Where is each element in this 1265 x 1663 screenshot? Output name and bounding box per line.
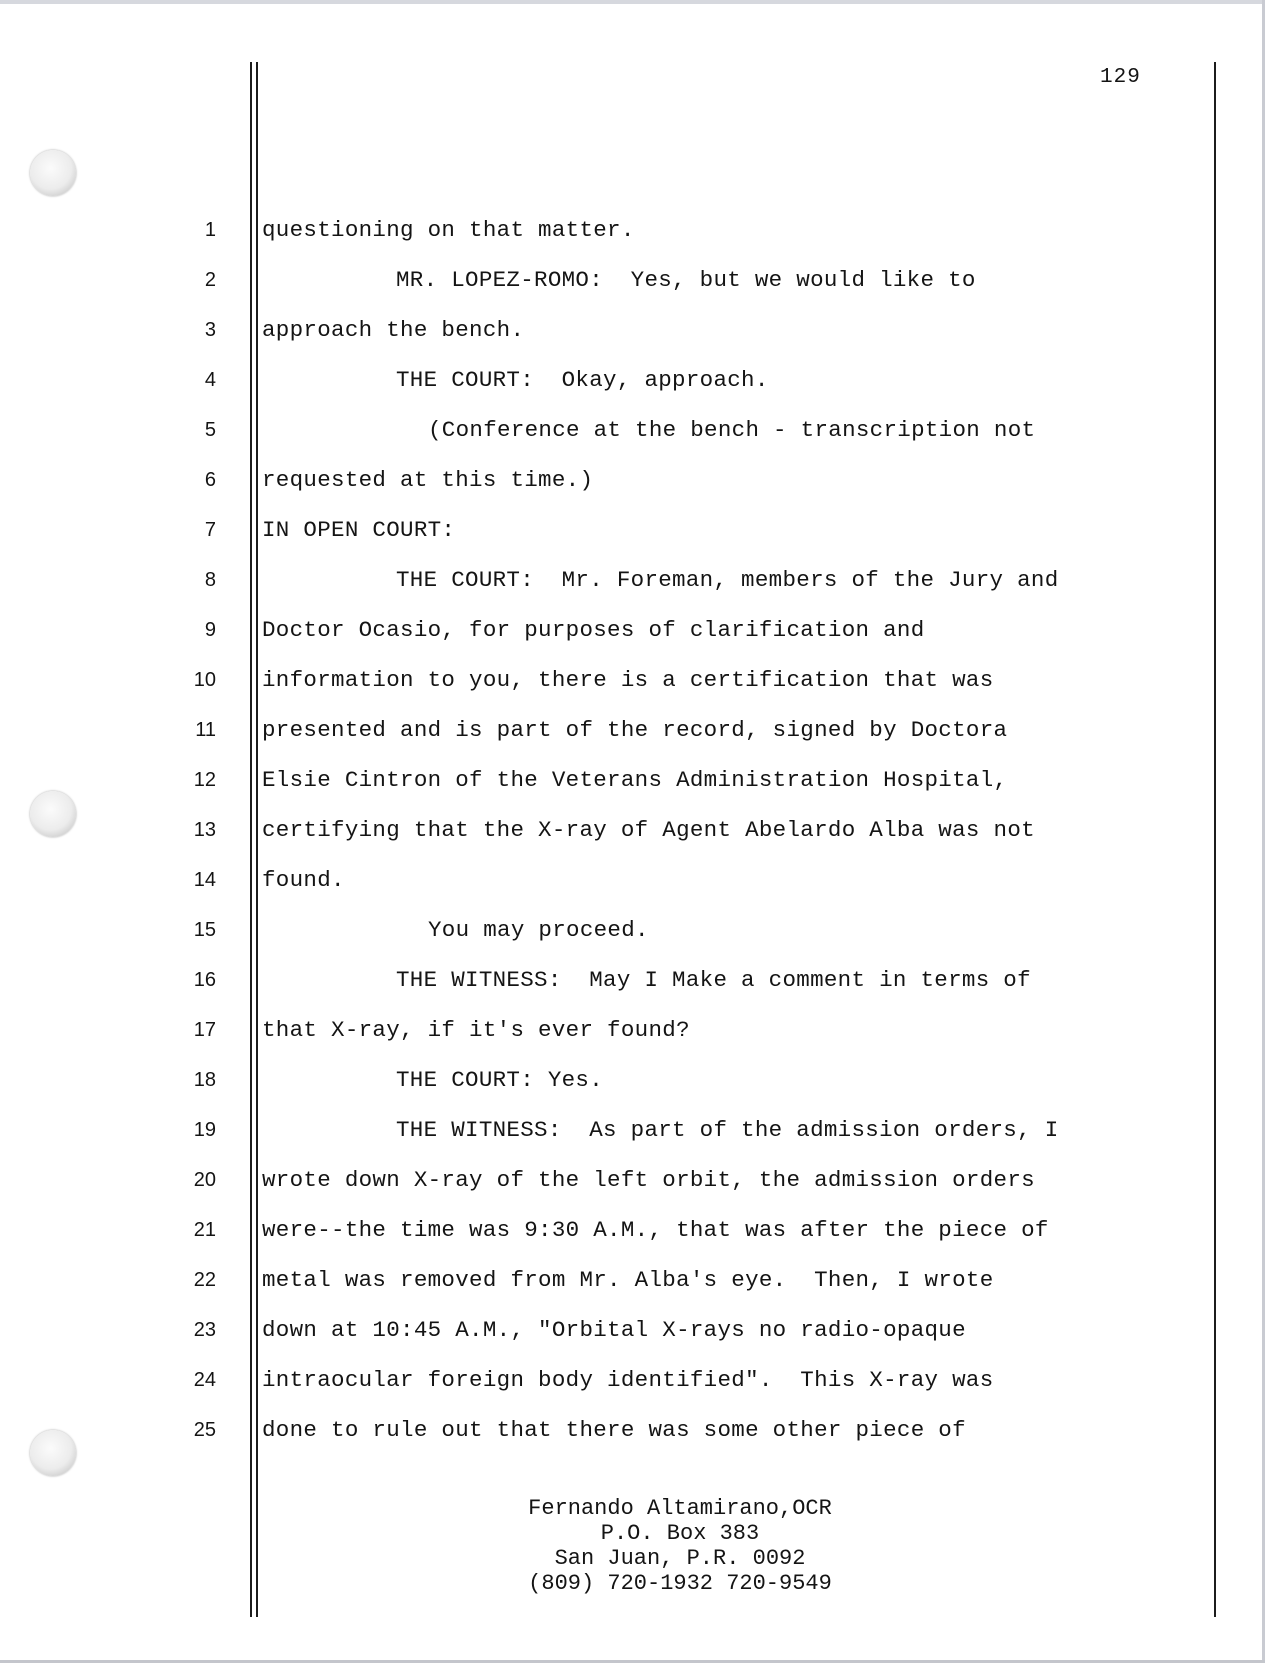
line-number: 19 <box>193 1119 216 1141</box>
transcript-line: THE COURT: Yes. <box>396 1067 604 1093</box>
line-number: 6 <box>204 469 216 491</box>
line-number: 21 <box>193 1219 216 1241</box>
line-number: 3 <box>204 319 216 341</box>
transcript-line: done to rule out that there was some other piece of <box>262 1417 966 1443</box>
line-number: 20 <box>193 1169 216 1191</box>
reporter-city: San Juan, P.R. 0092 <box>554 1546 806 1571</box>
page-top-edge <box>0 0 1265 4</box>
transcript-line: Doctor Ocasio, for purposes of clarification and <box>262 617 925 643</box>
line-number: 23 <box>193 1319 216 1341</box>
transcript-line: metal was removed from Mr. Alba's eye. Then, I wrote <box>262 1267 994 1293</box>
line-number: 16 <box>193 969 216 991</box>
line-number: 22 <box>193 1269 216 1291</box>
line-number: 12 <box>193 769 216 791</box>
transcript-line: (Conference at the bench - transcription not <box>428 417 1036 443</box>
reporter-phones: (809) 720-1932 720-9549 <box>528 1571 832 1596</box>
line-number: 17 <box>193 1019 216 1041</box>
line-number: 15 <box>193 919 216 941</box>
reporter-footer <box>460 1496 900 1596</box>
reporter-name: Fernando Altamirano,OCR <box>528 1496 832 1521</box>
transcript-line: that X-ray, if it's ever found? <box>262 1017 690 1043</box>
punch-hole-top <box>30 150 76 196</box>
left-margin-rule-outer <box>250 62 252 1617</box>
line-number: 13 <box>193 819 216 841</box>
transcript-line: were--the time was 9:30 A.M., that was after the piece of <box>262 1217 1049 1243</box>
transcript-line: You may proceed. <box>428 917 649 943</box>
line-number: 24 <box>193 1369 216 1391</box>
transcript-line: wrote down X-ray of the left orbit, the admission orders <box>262 1167 1035 1193</box>
line-number: 11 <box>195 719 216 741</box>
transcript-line: found. <box>262 867 345 893</box>
line-number: 10 <box>193 669 216 691</box>
line-number: 25 <box>193 1419 216 1441</box>
left-margin-rule-inner <box>256 62 258 1617</box>
line-number: 9 <box>204 619 216 641</box>
line-number: 1 <box>204 219 216 241</box>
punch-hole-middle <box>30 791 76 837</box>
line-number: 4 <box>204 369 216 391</box>
page-number: 129 <box>1100 66 1141 89</box>
punch-hole-bottom <box>30 1430 76 1476</box>
transcript-line: certifying that the X-ray of Agent Abelardo Alba was not <box>262 817 1035 843</box>
transcript-line: THE COURT: Mr. Foreman, members of the Jury and <box>396 567 1059 593</box>
transcript-line: MR. LOPEZ-ROMO: Yes, but we would like to <box>396 267 976 293</box>
transcript-line: information to you, there is a certification that was <box>262 667 994 693</box>
transcript-line: presented and is part of the record, signed by Doctora <box>262 717 1008 743</box>
line-number: 8 <box>204 569 216 591</box>
line-number: 18 <box>193 1069 216 1091</box>
transcript-line: intraocular foreign body identified". This X-ray was <box>262 1367 994 1393</box>
line-number: 5 <box>204 419 216 441</box>
transcript-line: Elsie Cintron of the Veterans Administration Hospital, <box>262 767 1008 793</box>
line-number: 7 <box>204 519 216 541</box>
right-margin-rule <box>1214 62 1216 1617</box>
transcript-line: requested at this time.) <box>262 467 594 493</box>
transcript-line: questioning on that matter. <box>262 217 635 243</box>
transcript-line: THE WITNESS: As part of the admission orders, I <box>396 1117 1059 1143</box>
transcript-line: THE COURT: Okay, approach. <box>396 367 769 393</box>
transcript-line: down at 10:45 A.M., "Orbital X-rays no radio-opaque <box>262 1317 966 1343</box>
transcript-line: approach the bench. <box>262 317 525 343</box>
reporter-po-box: P.O. Box 383 <box>600 1521 760 1546</box>
transcript-line: IN OPEN COURT: <box>262 517 456 543</box>
line-number: 2 <box>204 269 216 291</box>
transcript-line: THE WITNESS: May I Make a comment in terms of <box>396 967 1031 993</box>
line-number: 14 <box>193 869 216 891</box>
